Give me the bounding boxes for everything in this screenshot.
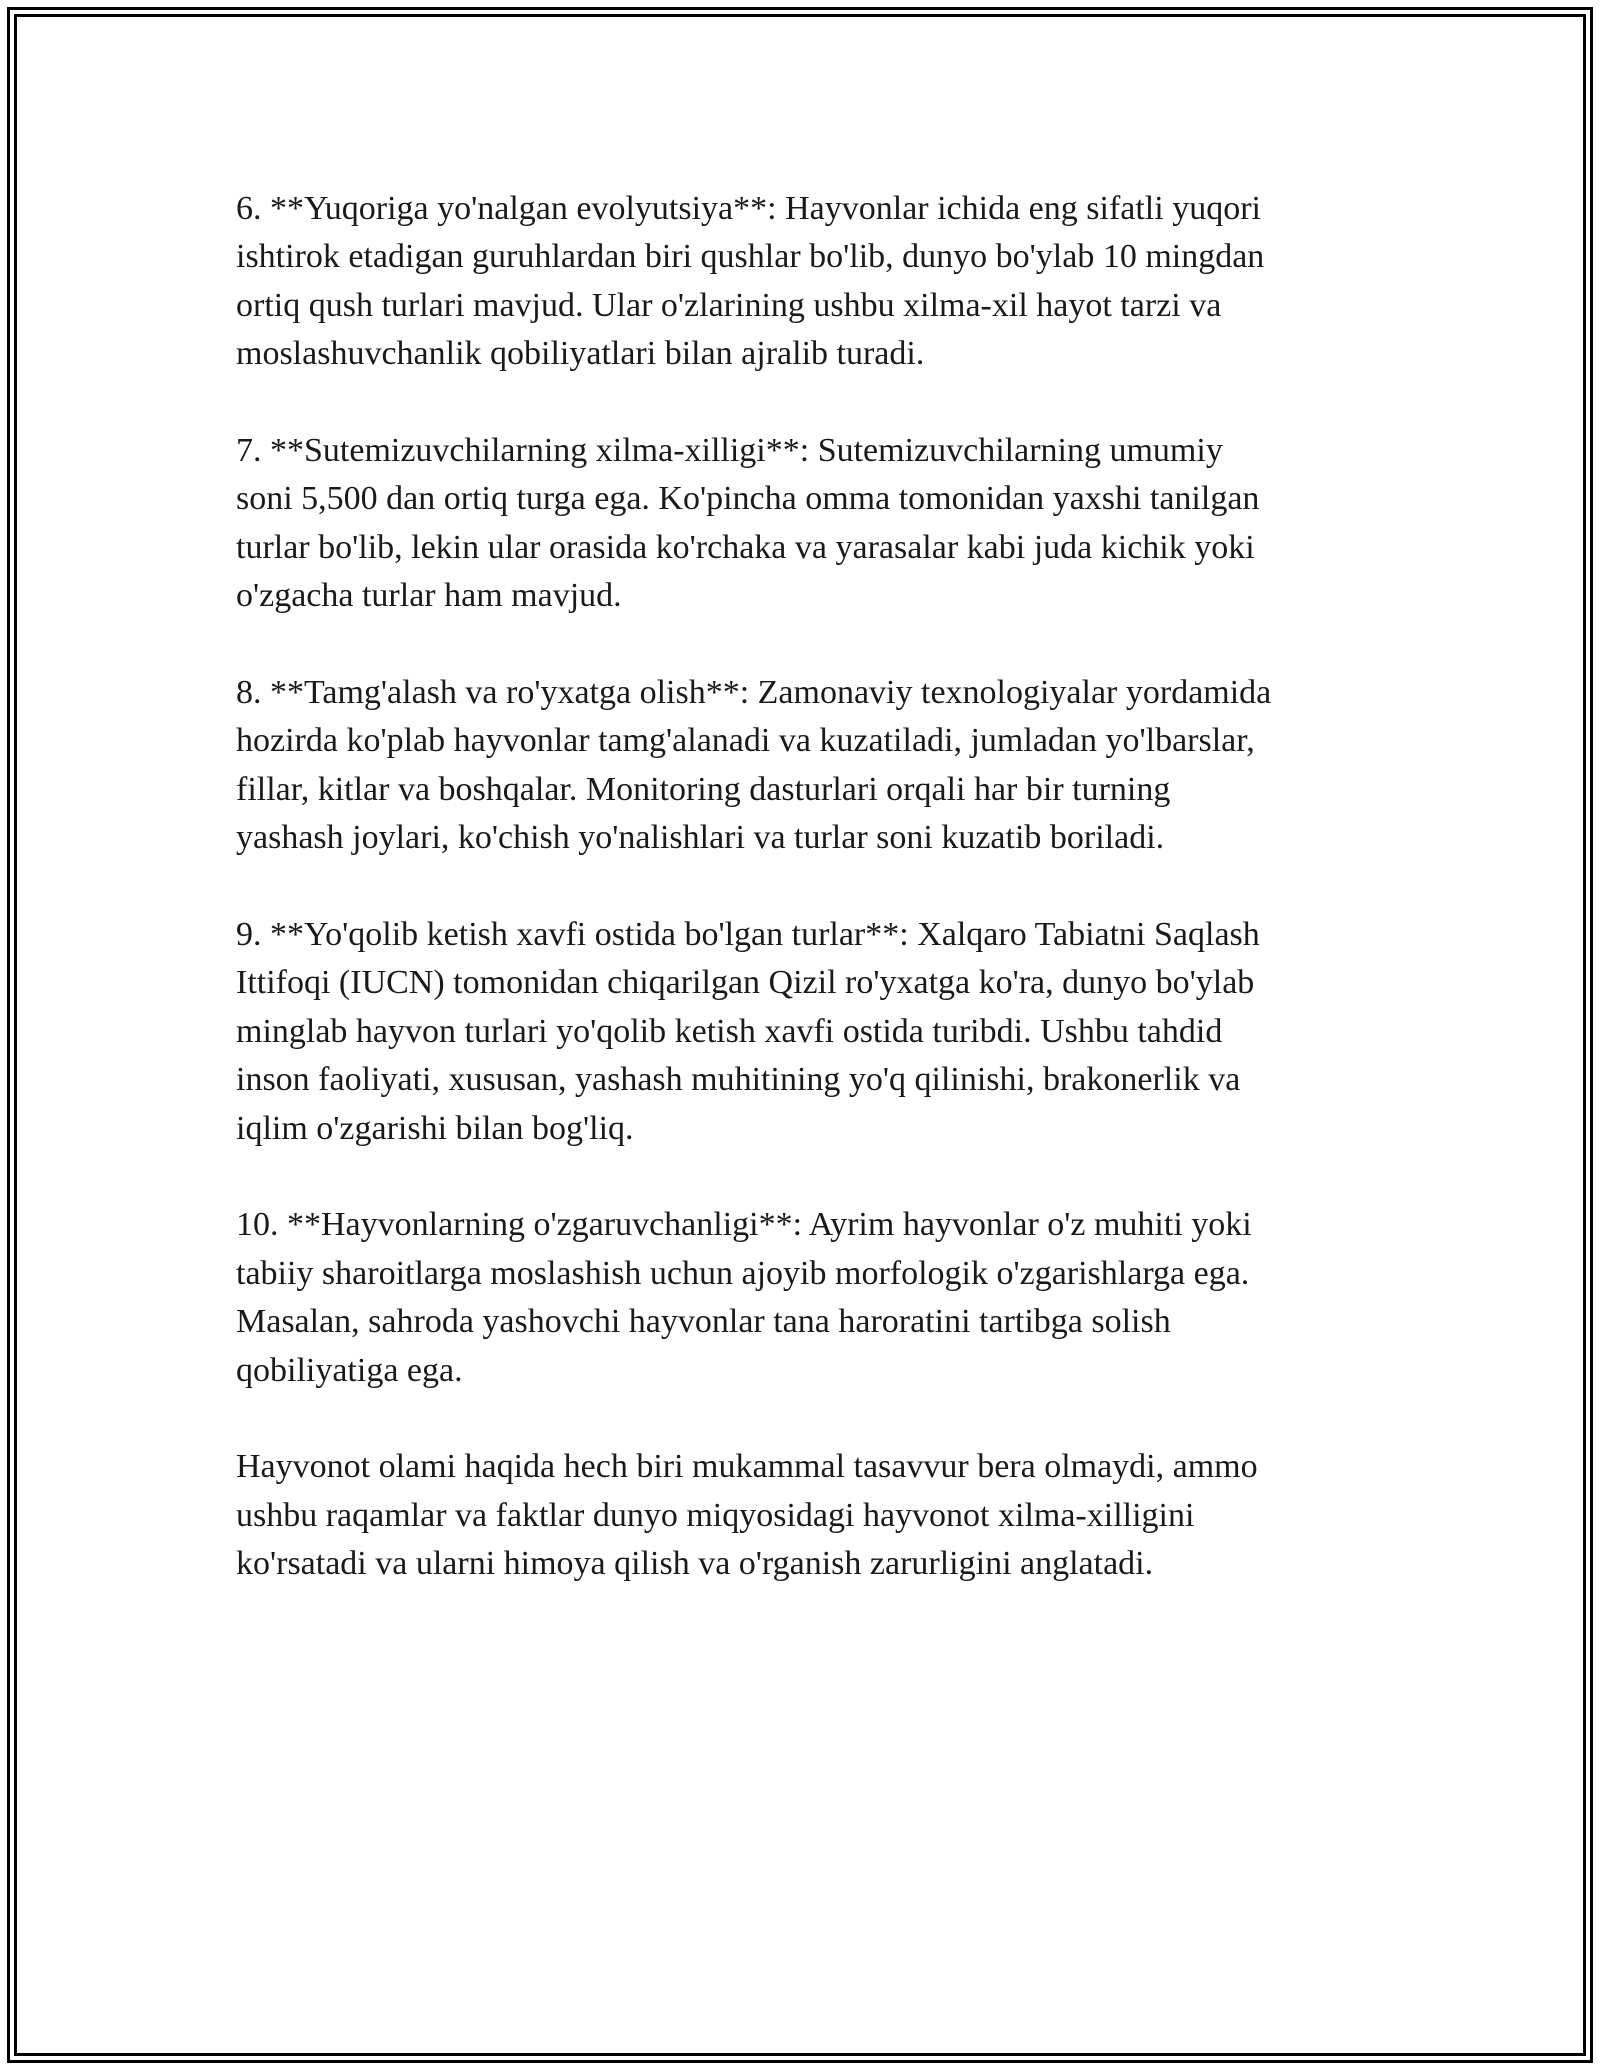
paragraph-6-upward-evolution: 6. **Yuqoriga yo'nalgan evolyutsiya**: Hayvonlar ichida eng sifatli yuqori ishtirok etadigan guruhlardan biri qushlar bo'lib, dunyo bo'ylab 10 mingdan ortiq qush turlari mavjud. Ular o'zlarining ushbu xilma-xil hayot tarzi va moslashuvchanlik qobiliyatlari bilan ajralib turadi.	[236, 190, 1265, 373]
paragraph-8-tagging-registration: 8. **Tamg'alash va ro'yxatga olish**: Zamonaviy texnologiyalar yordamida hozirda ko'plab hayvonlar tamg'alanadi va kuzatiladi, jumladan yo'lbarslar, fillar, kitlar va boshqalar. Monitoring dasturlari orqali har bir turning yashash joylari, ko'chish yo'nalishlari va turlar soni kuzatib boriladi.	[236, 674, 1272, 857]
paragraph-9-endangered-species: 9. **Yo'qolib ketish xavfi ostida bo'lgan turlar**: Xalqaro Tabiatni Saqlash Ittifoqi (IUCN) tomonidan chiqarilgan Qizil ro'yxatga ko'ra, dunyo bo'ylab minglab hayvon turlari yo'qolib ketish xavfi ostida turibdi. Ushbu tahdid inson faoliyati, xususan, yashash muhitining yo'q qilinishi, brakonerlik va iqlim o'zgarishi bilan bog'liq.	[236, 916, 1260, 1147]
paragraph-10-animal-variability: 10. **Hayvonlarning o'zgaruvchanligi**: Ayrim hayvonlar o'z muhiti yoki tabiiy sharoitlarga moslashish uchun ajoyib morfologik o'zgarishlarga ega. Masalan, sahroda yashovchi hayvonlar tana haroratini tartibga solish qobiliyatiga ega.	[236, 1206, 1252, 1389]
paragraph-7-mammal-diversity: 7. **Sutemizuvchilarning xilma-xilligi**: Sutemizuvchilarning umumiy soni 5,500 dan ortiq turga ega. Ko'pincha omma tomonidan yaxshi tanilgan turlar bo'lib, lekin ular orasida ko'rchaka va yarasalar kabi juda kichik yoki o'zgacha turlar ham mavjud.	[236, 432, 1260, 615]
paragraph-conclusion: Hayvonot olami haqida hech biri mukammal tasavvur bera olmaydi, ammo ushbu raqamlar va faktlar dunyo miqyosidagi hayvonot xilma-xilligini ko'rsatadi va ularni himoya qilish va o'rganish zarurligini anglatadi.	[236, 1448, 1258, 1583]
document-body	[236, 185, 1366, 1637]
